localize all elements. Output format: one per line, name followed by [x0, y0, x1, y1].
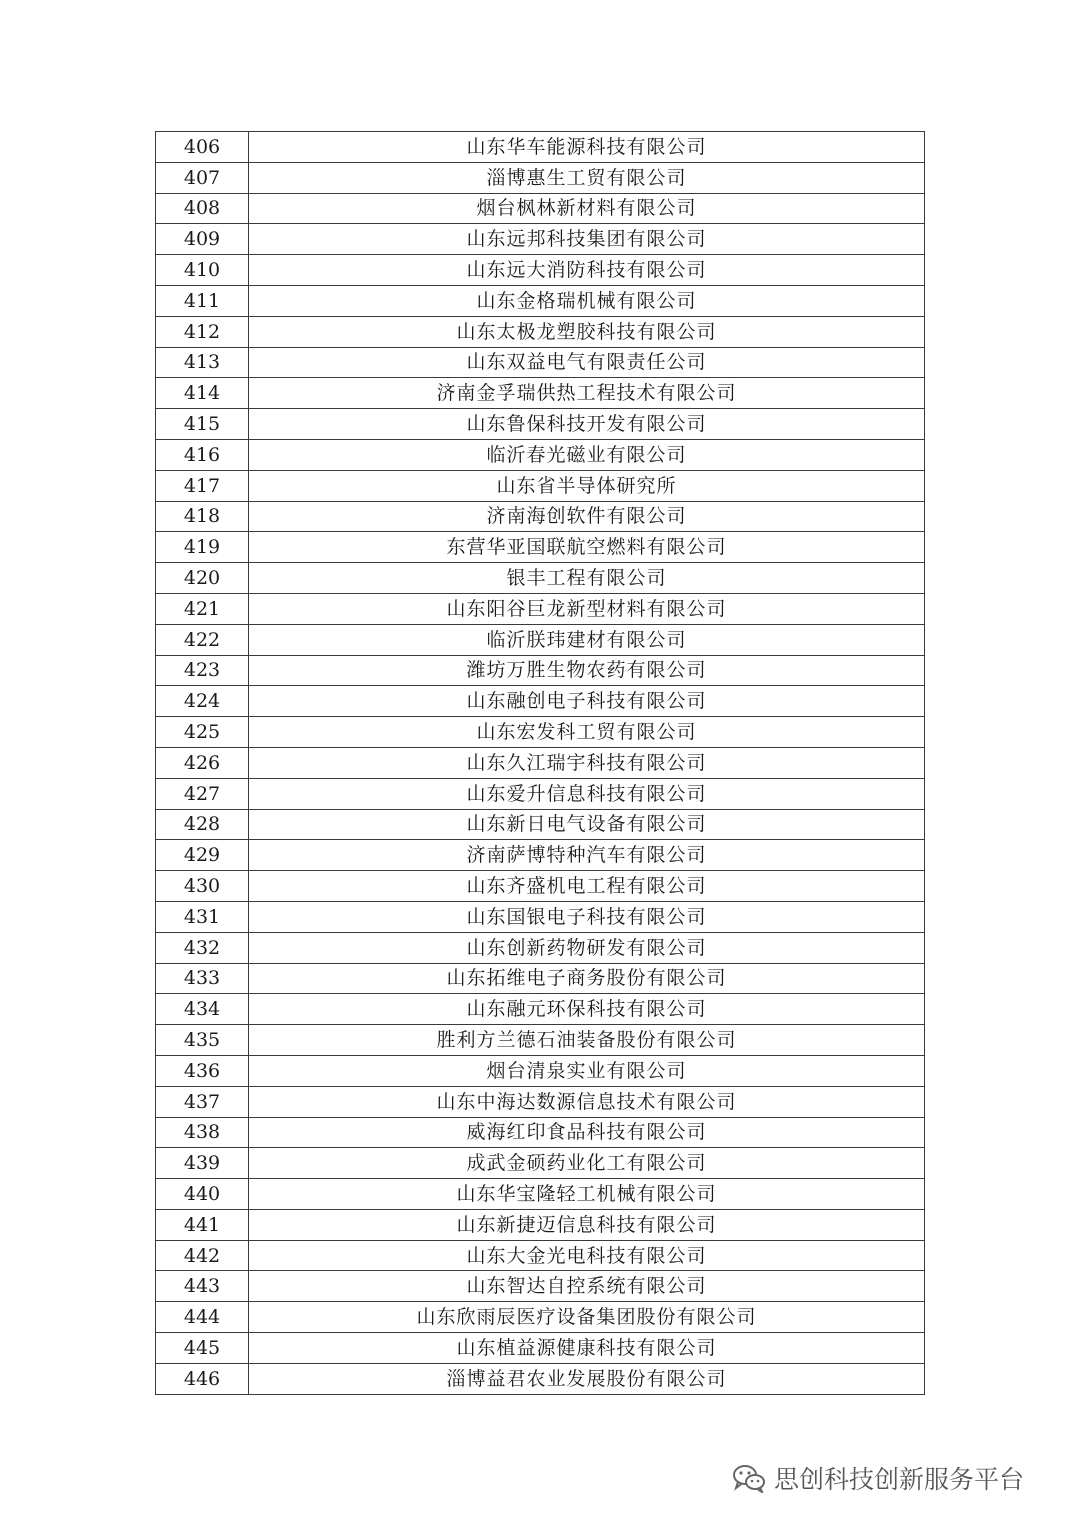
company-name: 成武金硕药业化工有限公司	[249, 1148, 925, 1179]
company-name: 山东华宝隆轻工机械有限公司	[249, 1179, 925, 1210]
row-number: 412	[156, 316, 249, 347]
table-row	[156, 717, 925, 748]
table-row	[156, 378, 925, 409]
wechat-watermark	[732, 1460, 1024, 1496]
wechat-icon	[732, 1463, 766, 1493]
row-number: 409	[156, 224, 249, 255]
row-number: 413	[156, 347, 249, 378]
table-row	[156, 1117, 925, 1148]
row-number: 431	[156, 901, 249, 932]
company-name: 济南萨博特种汽车有限公司	[249, 840, 925, 871]
table-row	[156, 285, 925, 316]
row-number: 425	[156, 717, 249, 748]
row-number: 433	[156, 963, 249, 994]
table-row	[156, 901, 925, 932]
table-row	[156, 747, 925, 778]
table-row	[156, 1086, 925, 1117]
company-name: 山东中海达数源信息技术有限公司	[249, 1086, 925, 1117]
company-name: 山东欣雨辰医疗设备集团股份有限公司	[249, 1302, 925, 1333]
table-row	[156, 224, 925, 255]
company-name: 东营华亚国联航空燃料有限公司	[249, 532, 925, 563]
row-number: 423	[156, 655, 249, 686]
table-row	[156, 994, 925, 1025]
row-number: 410	[156, 255, 249, 286]
table-row	[156, 470, 925, 501]
row-number: 441	[156, 1209, 249, 1240]
table-row	[156, 778, 925, 809]
company-name: 山东爱升信息科技有限公司	[249, 778, 925, 809]
row-number: 432	[156, 932, 249, 963]
company-name: 山东阳谷巨龙新型材料有限公司	[249, 593, 925, 624]
row-number: 407	[156, 162, 249, 193]
row-number: 438	[156, 1117, 249, 1148]
company-name: 山东创新药物研发有限公司	[249, 932, 925, 963]
row-number: 416	[156, 439, 249, 470]
company-name: 山东齐盛机电工程有限公司	[249, 871, 925, 902]
company-name: 山东拓维电子商务股份有限公司	[249, 963, 925, 994]
row-number: 414	[156, 378, 249, 409]
row-number: 428	[156, 809, 249, 840]
row-number: 427	[156, 778, 249, 809]
table-row	[156, 1271, 925, 1302]
table-row	[156, 501, 925, 532]
company-name: 潍坊万胜生物农药有限公司	[249, 655, 925, 686]
row-number: 426	[156, 747, 249, 778]
company-name: 胜利方兰德石油装备股份有限公司	[249, 1025, 925, 1056]
row-number: 411	[156, 285, 249, 316]
company-name: 山东久江瑞宇科技有限公司	[249, 747, 925, 778]
company-name: 临沂春光磁业有限公司	[249, 439, 925, 470]
row-number: 406	[156, 132, 249, 163]
table-row	[156, 1025, 925, 1056]
row-number: 408	[156, 193, 249, 224]
table-row	[156, 809, 925, 840]
table-row	[156, 193, 925, 224]
table-row	[156, 1179, 925, 1210]
table-row	[156, 1240, 925, 1271]
table-row	[156, 932, 925, 963]
company-name: 威海红印食品科技有限公司	[249, 1117, 925, 1148]
table-row	[156, 439, 925, 470]
table-row	[156, 686, 925, 717]
company-name: 银丰工程有限公司	[249, 563, 925, 594]
watermark-text: 思创科技创新服务平台	[774, 1465, 1025, 1494]
row-number: 430	[156, 871, 249, 902]
company-name: 山东金格瑞机械有限公司	[249, 285, 925, 316]
row-number: 422	[156, 624, 249, 655]
company-name: 淄博益君农业发展股份有限公司	[249, 1363, 925, 1394]
company-name: 山东新日电气设备有限公司	[249, 809, 925, 840]
table-row	[156, 563, 925, 594]
table-row	[156, 316, 925, 347]
table-row	[156, 1333, 925, 1364]
row-number: 446	[156, 1363, 249, 1394]
company-name: 山东国银电子科技有限公司	[249, 901, 925, 932]
row-number: 434	[156, 994, 249, 1025]
company-name: 山东融创电子科技有限公司	[249, 686, 925, 717]
table-row	[156, 409, 925, 440]
table-row	[156, 1055, 925, 1086]
company-name: 山东华车能源科技有限公司	[249, 132, 925, 163]
company-name: 淄博惠生工贸有限公司	[249, 162, 925, 193]
row-number: 415	[156, 409, 249, 440]
table-row	[156, 1302, 925, 1333]
row-number: 444	[156, 1302, 249, 1333]
row-number: 418	[156, 501, 249, 532]
table-row	[156, 655, 925, 686]
company-name: 山东远邦科技集团有限公司	[249, 224, 925, 255]
company-list-table	[155, 131, 925, 1395]
company-name: 济南海创软件有限公司	[249, 501, 925, 532]
company-name: 山东省半导体研究所	[249, 470, 925, 501]
row-number: 443	[156, 1271, 249, 1302]
row-number: 424	[156, 686, 249, 717]
row-number: 435	[156, 1025, 249, 1056]
row-number: 442	[156, 1240, 249, 1271]
table-row	[156, 1363, 925, 1394]
company-name: 烟台清泉实业有限公司	[249, 1055, 925, 1086]
company-name: 山东植益源健康科技有限公司	[249, 1333, 925, 1364]
row-number: 440	[156, 1179, 249, 1210]
company-name: 山东宏发科工贸有限公司	[249, 717, 925, 748]
row-number: 439	[156, 1148, 249, 1179]
row-number: 445	[156, 1333, 249, 1364]
table-row	[156, 532, 925, 563]
table-row	[156, 162, 925, 193]
table-row	[156, 963, 925, 994]
company-name: 山东新捷迈信息科技有限公司	[249, 1209, 925, 1240]
table-row	[156, 347, 925, 378]
row-number: 437	[156, 1086, 249, 1117]
company-name: 山东智达自控系统有限公司	[249, 1271, 925, 1302]
company-name: 济南金孚瑞供热工程技术有限公司	[249, 378, 925, 409]
table-row	[156, 1209, 925, 1240]
row-number: 421	[156, 593, 249, 624]
table-row	[156, 871, 925, 902]
table-row	[156, 255, 925, 286]
row-number: 417	[156, 470, 249, 501]
company-name: 临沂朕玮建材有限公司	[249, 624, 925, 655]
company-name: 山东大金光电科技有限公司	[249, 1240, 925, 1271]
company-name: 山东太极龙塑胶科技有限公司	[249, 316, 925, 347]
company-name: 山东鲁保科技开发有限公司	[249, 409, 925, 440]
company-name: 烟台枫林新材料有限公司	[249, 193, 925, 224]
table-body	[156, 132, 925, 1395]
company-name: 山东双益电气有限责任公司	[249, 347, 925, 378]
table-row	[156, 840, 925, 871]
row-number: 429	[156, 840, 249, 871]
row-number: 419	[156, 532, 249, 563]
table-row	[156, 624, 925, 655]
company-name: 山东融元环保科技有限公司	[249, 994, 925, 1025]
row-number: 420	[156, 563, 249, 594]
table-row	[156, 1148, 925, 1179]
company-name: 山东远大消防科技有限公司	[249, 255, 925, 286]
table-row	[156, 132, 925, 163]
row-number: 436	[156, 1055, 249, 1086]
table-row	[156, 593, 925, 624]
